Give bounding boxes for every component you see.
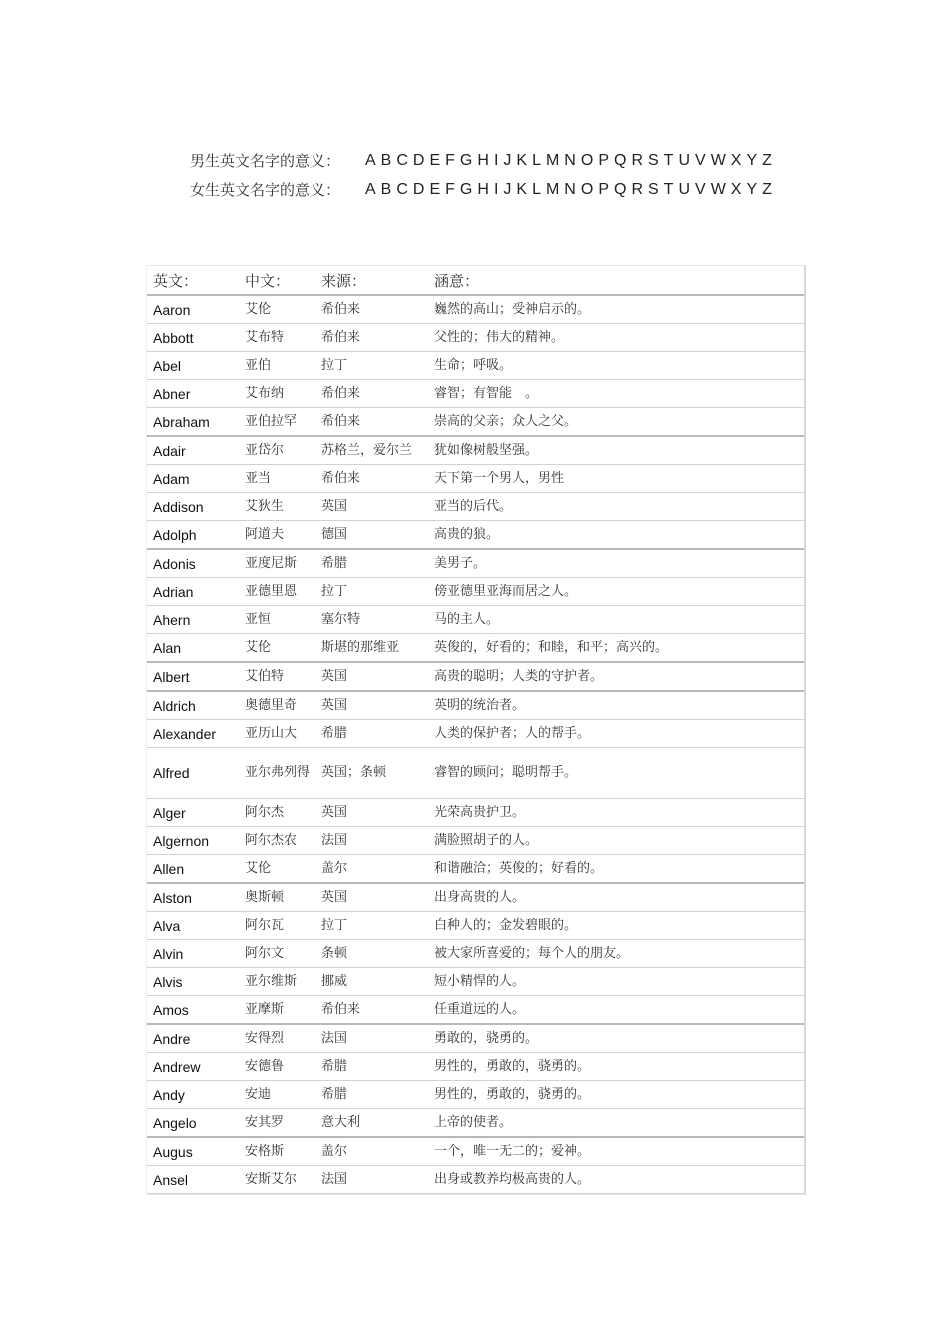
cell-origin: 盖尔	[315, 855, 428, 884]
cell-origin: 盖尔	[315, 1137, 428, 1166]
cell-origin: 德国	[315, 521, 428, 550]
cell-english: Albert	[147, 662, 239, 691]
cell-chinese: 安迪	[239, 1081, 315, 1109]
cell-origin: 希伯来	[315, 408, 428, 437]
header-origin: 来源：	[315, 266, 428, 295]
female-letter-links	[365, 181, 777, 199]
cell-meaning: 任重道远的人。	[428, 996, 804, 1025]
table-row	[147, 968, 804, 996]
cell-origin: 斯堪的那维亚	[315, 634, 428, 663]
cell-meaning: 人类的保护者；人的帮手。	[428, 720, 804, 748]
female-letter-link-d[interactable]: D	[412, 180, 425, 198]
cell-english: Aaron	[147, 295, 239, 324]
cell-chinese: 安德鲁	[239, 1053, 315, 1081]
male-letter-link-f[interactable]: F	[445, 151, 455, 169]
cell-meaning: 满脸照胡子的人。	[428, 827, 804, 855]
cell-meaning: 一个，唯一无二的；爱神。	[428, 1137, 804, 1166]
cell-meaning: 天下第一个男人，男性	[428, 465, 804, 493]
table-row	[147, 940, 804, 968]
cell-chinese: 艾伯特	[239, 662, 315, 691]
male-letter-link-l[interactable]: L	[532, 151, 541, 169]
cell-meaning: 犹如像树般坚强。	[428, 436, 804, 465]
table-row	[147, 324, 804, 352]
cell-chinese: 阿尔瓦	[239, 912, 315, 940]
female-letter-link-g[interactable]: G	[459, 180, 473, 198]
female-names-label: 女生英文名字的意义：	[190, 181, 341, 199]
cell-meaning: 和谐融洽；英俊的；好看的。	[428, 855, 804, 884]
table-row	[147, 295, 804, 324]
cell-english: Abel	[147, 352, 239, 380]
cell-chinese: 阿尔杰	[239, 799, 315, 827]
male-letter-link-v[interactable]: V	[695, 151, 706, 169]
table-row	[147, 436, 804, 465]
male-letter-link-h[interactable]: H	[477, 151, 489, 169]
cell-meaning: 父性的；伟大的精神。	[428, 324, 804, 352]
cell-meaning: 出身高贵的人。	[428, 883, 804, 912]
cell-origin: 英国；条顿	[315, 748, 428, 799]
female-letter-link-b[interactable]: B	[380, 180, 392, 198]
cell-chinese: 亚尔维斯	[239, 968, 315, 996]
cell-meaning: 短小精悍的人。	[428, 968, 804, 996]
male-letter-link-w[interactable]: W	[710, 151, 726, 169]
cell-english: Alvin	[147, 940, 239, 968]
female-letter-link-c[interactable]: C	[396, 180, 408, 198]
cell-english: Aldrich	[147, 691, 239, 720]
cell-meaning: 男性的，勇敢的，骁勇的。	[428, 1081, 804, 1109]
table-row	[147, 748, 804, 799]
table-row	[147, 996, 804, 1025]
cell-meaning: 被大家所喜爱的；每个人的朋友。	[428, 940, 804, 968]
female-names-nav	[190, 175, 777, 204]
cell-origin: 塞尔特	[315, 606, 428, 634]
cell-meaning: 英俊的，好看的；和睦，和平；高兴的。	[428, 634, 804, 663]
male-letter-link-y[interactable]: Y	[746, 151, 758, 169]
header-english: 英文：	[147, 266, 239, 295]
female-letter-link-s[interactable]: S	[648, 180, 659, 198]
female-letter-link-t[interactable]: T	[663, 180, 674, 198]
cell-origin: 拉丁	[315, 578, 428, 606]
cell-chinese: 阿尔杰农	[239, 827, 315, 855]
cell-origin: 希伯来	[315, 465, 428, 493]
male-letter-link-g[interactable]: G	[459, 151, 473, 169]
male-letter-link-e[interactable]: E	[429, 151, 441, 169]
cell-origin: 希伯来	[315, 295, 428, 324]
table-row	[147, 912, 804, 940]
cell-chinese: 安格斯	[239, 1137, 315, 1166]
cell-origin: 英国	[315, 799, 428, 827]
cell-chinese: 亚度尼斯	[239, 549, 315, 578]
cell-origin: 意大利	[315, 1109, 428, 1138]
male-letter-link-d[interactable]: D	[412, 151, 425, 169]
cell-english: Alexander	[147, 720, 239, 748]
cell-english: Ansel	[147, 1166, 239, 1194]
table-row	[147, 1137, 804, 1166]
cell-meaning: 光荣高贵护卫。	[428, 799, 804, 827]
female-letter-link-a[interactable]: A	[365, 180, 376, 198]
cell-meaning: 生命；呼吸。	[428, 352, 804, 380]
female-letter-link-n[interactable]: N	[564, 180, 576, 198]
cell-meaning: 英明的统治者。	[428, 691, 804, 720]
table-row	[147, 493, 804, 521]
table-row	[147, 662, 804, 691]
cell-english: Adair	[147, 436, 239, 465]
table-row	[147, 1166, 804, 1194]
cell-origin: 法国	[315, 1024, 428, 1053]
male-letter-link-b[interactable]: B	[380, 151, 392, 169]
table-row	[147, 720, 804, 748]
header-meaning: 涵意：	[428, 266, 804, 295]
cell-english: Augus	[147, 1137, 239, 1166]
table-row	[147, 606, 804, 634]
table-row	[147, 465, 804, 493]
male-letter-link-n[interactable]: N	[564, 151, 576, 169]
table-row	[147, 799, 804, 827]
female-letter-link-u[interactable]: U	[678, 180, 691, 198]
cell-origin: 法国	[315, 1166, 428, 1194]
cell-chinese: 亚恒	[239, 606, 315, 634]
cell-meaning: 睿智；有智能 。	[428, 380, 804, 408]
female-letter-link-z[interactable]: Z	[762, 180, 772, 198]
cell-chinese: 亚当	[239, 465, 315, 493]
cell-meaning: 巍然的高山；受神启示的。	[428, 295, 804, 324]
male-letter-link-a[interactable]: A	[365, 151, 376, 169]
cell-meaning: 傍亚德里亚海而居之人。	[428, 578, 804, 606]
cell-chinese: 阿尔文	[239, 940, 315, 968]
cell-english: Andre	[147, 1024, 239, 1053]
cell-origin: 英国	[315, 493, 428, 521]
cell-chinese: 亚德里恩	[239, 578, 315, 606]
table-body	[147, 295, 804, 1194]
cell-chinese: 安得烈	[239, 1024, 315, 1053]
cell-origin: 希腊	[315, 1081, 428, 1109]
female-letter-link-i[interactable]: I	[493, 180, 499, 198]
cell-english: Allen	[147, 855, 239, 884]
cell-english: Adonis	[147, 549, 239, 578]
cell-origin: 希伯来	[315, 324, 428, 352]
male-names-label: 男生英文名字的意义：	[190, 152, 341, 170]
male-letter-link-r[interactable]: R	[631, 151, 643, 169]
cell-chinese: 奥斯顿	[239, 883, 315, 912]
cell-chinese: 艾伦	[239, 634, 315, 663]
female-letter-link-w[interactable]: W	[710, 180, 726, 198]
cell-english: Angelo	[147, 1109, 239, 1138]
cell-origin: 希腊	[315, 720, 428, 748]
cell-meaning: 上帝的使者。	[428, 1109, 804, 1138]
cell-english: Adrian	[147, 578, 239, 606]
cell-chinese: 艾狄生	[239, 493, 315, 521]
cell-english: Alvis	[147, 968, 239, 996]
table-row	[147, 1081, 804, 1109]
cell-meaning: 崇高的父亲；众人之父。	[428, 408, 804, 437]
female-letter-link-h[interactable]: H	[477, 180, 489, 198]
cell-chinese: 艾伦	[239, 295, 315, 324]
cell-meaning: 睿智的顾问；聪明帮手。	[428, 748, 804, 799]
male-letter-link-k[interactable]: K	[516, 151, 528, 169]
cell-english: Andy	[147, 1081, 239, 1109]
cell-english: Alan	[147, 634, 239, 663]
male-letter-link-p[interactable]: P	[598, 151, 609, 169]
table-row	[147, 408, 804, 437]
cell-meaning: 美男子。	[428, 549, 804, 578]
cell-meaning: 马的主人。	[428, 606, 804, 634]
cell-origin: 拉丁	[315, 352, 428, 380]
cell-meaning: 高贵的狼。	[428, 521, 804, 550]
female-letter-link-v[interactable]: V	[695, 180, 706, 198]
cell-english: Ahern	[147, 606, 239, 634]
cell-english: Adam	[147, 465, 239, 493]
cell-english: Alston	[147, 883, 239, 912]
cell-origin: 法国	[315, 827, 428, 855]
cell-chinese: 奥德里奇	[239, 691, 315, 720]
male-letter-link-q[interactable]: Q	[613, 151, 627, 169]
cell-english: Andrew	[147, 1053, 239, 1081]
female-letter-link-y[interactable]: Y	[746, 180, 758, 198]
letter-navigation	[190, 146, 777, 204]
male-letter-link-x[interactable]: X	[730, 151, 742, 169]
cell-chinese: 亚伯	[239, 352, 315, 380]
table-header-row	[147, 266, 804, 295]
female-letter-link-l[interactable]: L	[532, 180, 541, 198]
names-table	[147, 266, 804, 1194]
table-row	[147, 549, 804, 578]
female-letter-link-m[interactable]: M	[545, 180, 560, 198]
female-letter-link-k[interactable]: K	[516, 180, 528, 198]
cell-origin: 英国	[315, 883, 428, 912]
male-letter-link-s[interactable]: S	[648, 151, 659, 169]
female-letter-link-o[interactable]: O	[580, 180, 594, 198]
cell-english: Adolph	[147, 521, 239, 550]
table-row	[147, 855, 804, 884]
cell-meaning: 男性的，勇敢的，骁勇的。	[428, 1053, 804, 1081]
male-letter-link-o[interactable]: O	[580, 151, 594, 169]
names-table-container	[146, 265, 806, 1195]
cell-chinese: 安其罗	[239, 1109, 315, 1138]
female-letter-link-e[interactable]: E	[429, 180, 441, 198]
cell-meaning: 勇敢的，骁勇的。	[428, 1024, 804, 1053]
male-letter-link-m[interactable]: M	[545, 151, 560, 169]
table-row	[147, 1024, 804, 1053]
cell-chinese: 亚尔弗列得	[239, 748, 315, 799]
female-letter-link-r[interactable]: R	[631, 180, 643, 198]
cell-english: Abner	[147, 380, 239, 408]
cell-origin: 希腊	[315, 549, 428, 578]
table-row	[147, 883, 804, 912]
cell-chinese: 亚伯拉罕	[239, 408, 315, 437]
cell-meaning: 出身或教养均极高贵的人。	[428, 1166, 804, 1194]
cell-chinese: 艾布特	[239, 324, 315, 352]
cell-origin: 希腊	[315, 1053, 428, 1081]
female-letter-link-f[interactable]: F	[445, 180, 455, 198]
cell-origin: 苏格兰，爱尔兰	[315, 436, 428, 465]
cell-origin: 希伯来	[315, 380, 428, 408]
cell-meaning: 白种人的；金发碧眼的。	[428, 912, 804, 940]
cell-chinese: 阿道夫	[239, 521, 315, 550]
table-row	[147, 1053, 804, 1081]
female-letter-link-p[interactable]: P	[598, 180, 609, 198]
table-row	[147, 1109, 804, 1138]
table-row	[147, 691, 804, 720]
female-letter-link-x[interactable]: X	[730, 180, 742, 198]
male-letter-link-i[interactable]: I	[493, 151, 499, 169]
cell-chinese: 亚历山大	[239, 720, 315, 748]
header-chinese: 中文：	[239, 266, 315, 295]
table-row	[147, 380, 804, 408]
male-letter-link-c[interactable]: C	[396, 151, 408, 169]
table-row	[147, 634, 804, 663]
table-row	[147, 352, 804, 380]
male-letter-link-u[interactable]: U	[678, 151, 691, 169]
cell-english: Algernon	[147, 827, 239, 855]
cell-english: Alfred	[147, 748, 239, 799]
cell-origin: 英国	[315, 691, 428, 720]
cell-origin: 希伯来	[315, 996, 428, 1025]
table-row	[147, 521, 804, 550]
male-letter-link-z[interactable]: Z	[762, 151, 772, 169]
cell-chinese: 亚摩斯	[239, 996, 315, 1025]
female-letter-link-j[interactable]: J	[503, 180, 512, 198]
cell-meaning: 高贵的聪明；人类的守护者。	[428, 662, 804, 691]
male-letter-links	[365, 152, 777, 170]
table-row	[147, 578, 804, 606]
male-letter-link-t[interactable]: T	[663, 151, 674, 169]
cell-english: Alger	[147, 799, 239, 827]
cell-chinese: 艾布纳	[239, 380, 315, 408]
cell-origin: 条顿	[315, 940, 428, 968]
cell-english: Addison	[147, 493, 239, 521]
cell-chinese: 安斯艾尔	[239, 1166, 315, 1194]
male-letter-link-j[interactable]: J	[503, 151, 512, 169]
cell-english: Alva	[147, 912, 239, 940]
cell-origin: 挪威	[315, 968, 428, 996]
cell-origin: 拉丁	[315, 912, 428, 940]
cell-chinese: 亚岱尔	[239, 436, 315, 465]
male-names-nav	[190, 146, 777, 175]
cell-origin: 英国	[315, 662, 428, 691]
cell-english: Abraham	[147, 408, 239, 437]
table-row	[147, 827, 804, 855]
cell-chinese: 艾伦	[239, 855, 315, 884]
cell-english: Abbott	[147, 324, 239, 352]
female-letter-link-q[interactable]: Q	[613, 180, 627, 198]
cell-english: Amos	[147, 996, 239, 1025]
cell-meaning: 亚当的后代。	[428, 493, 804, 521]
